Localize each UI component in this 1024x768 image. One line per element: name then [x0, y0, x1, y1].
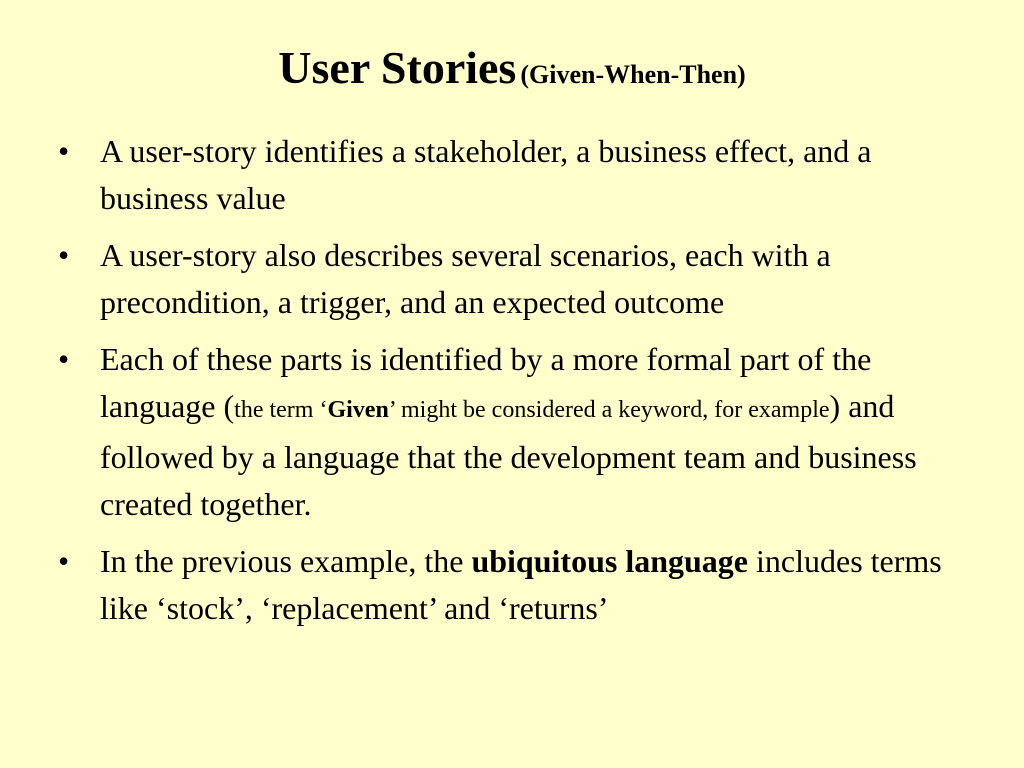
bullet-text-part2: includes terms like ‘stock’, ‘replacement’ and ‘returns’: [100, 543, 942, 626]
title-main: User Stories: [278, 42, 517, 93]
bullet-item-4: [56, 538, 986, 632]
bullet-item-1: [56, 128, 986, 222]
bullet-dot-icon: •: [58, 543, 70, 579]
bullet-list: [56, 128, 986, 642]
bullet-text-part1: In the previous example, the: [100, 543, 472, 579]
bullet-item-2: [56, 232, 986, 326]
bullet-dot-icon: •: [58, 341, 70, 377]
slide-title: [0, 38, 1024, 109]
bullet-item-3: [56, 336, 986, 528]
bullet-text-small-1: the term ‘: [234, 397, 328, 423]
bullet-text-small-2: ’ might be considered a keyword, for example: [388, 397, 830, 423]
bullet-text-bold: ubiquitous language: [471, 543, 748, 579]
title-subtitle: (Given-When-Then): [520, 60, 746, 89]
bullet-text: A user-story identifies a stakeholder, a business effect, and a business value: [100, 133, 872, 216]
bullet-text-part2: ) and followed by a language that the development team and business created together.: [100, 388, 917, 522]
bullet-text-keyword: Given: [327, 397, 389, 423]
bullet-text-part1: Each of these parts is identified by a more formal part of the language (: [100, 341, 872, 424]
bullet-text: A user-story also describes several scenarios, each with a precondition, a trigger, and an expected outcome: [100, 237, 831, 320]
bullet-dot-icon: •: [58, 237, 70, 273]
bullet-dot-icon: •: [58, 133, 70, 169]
